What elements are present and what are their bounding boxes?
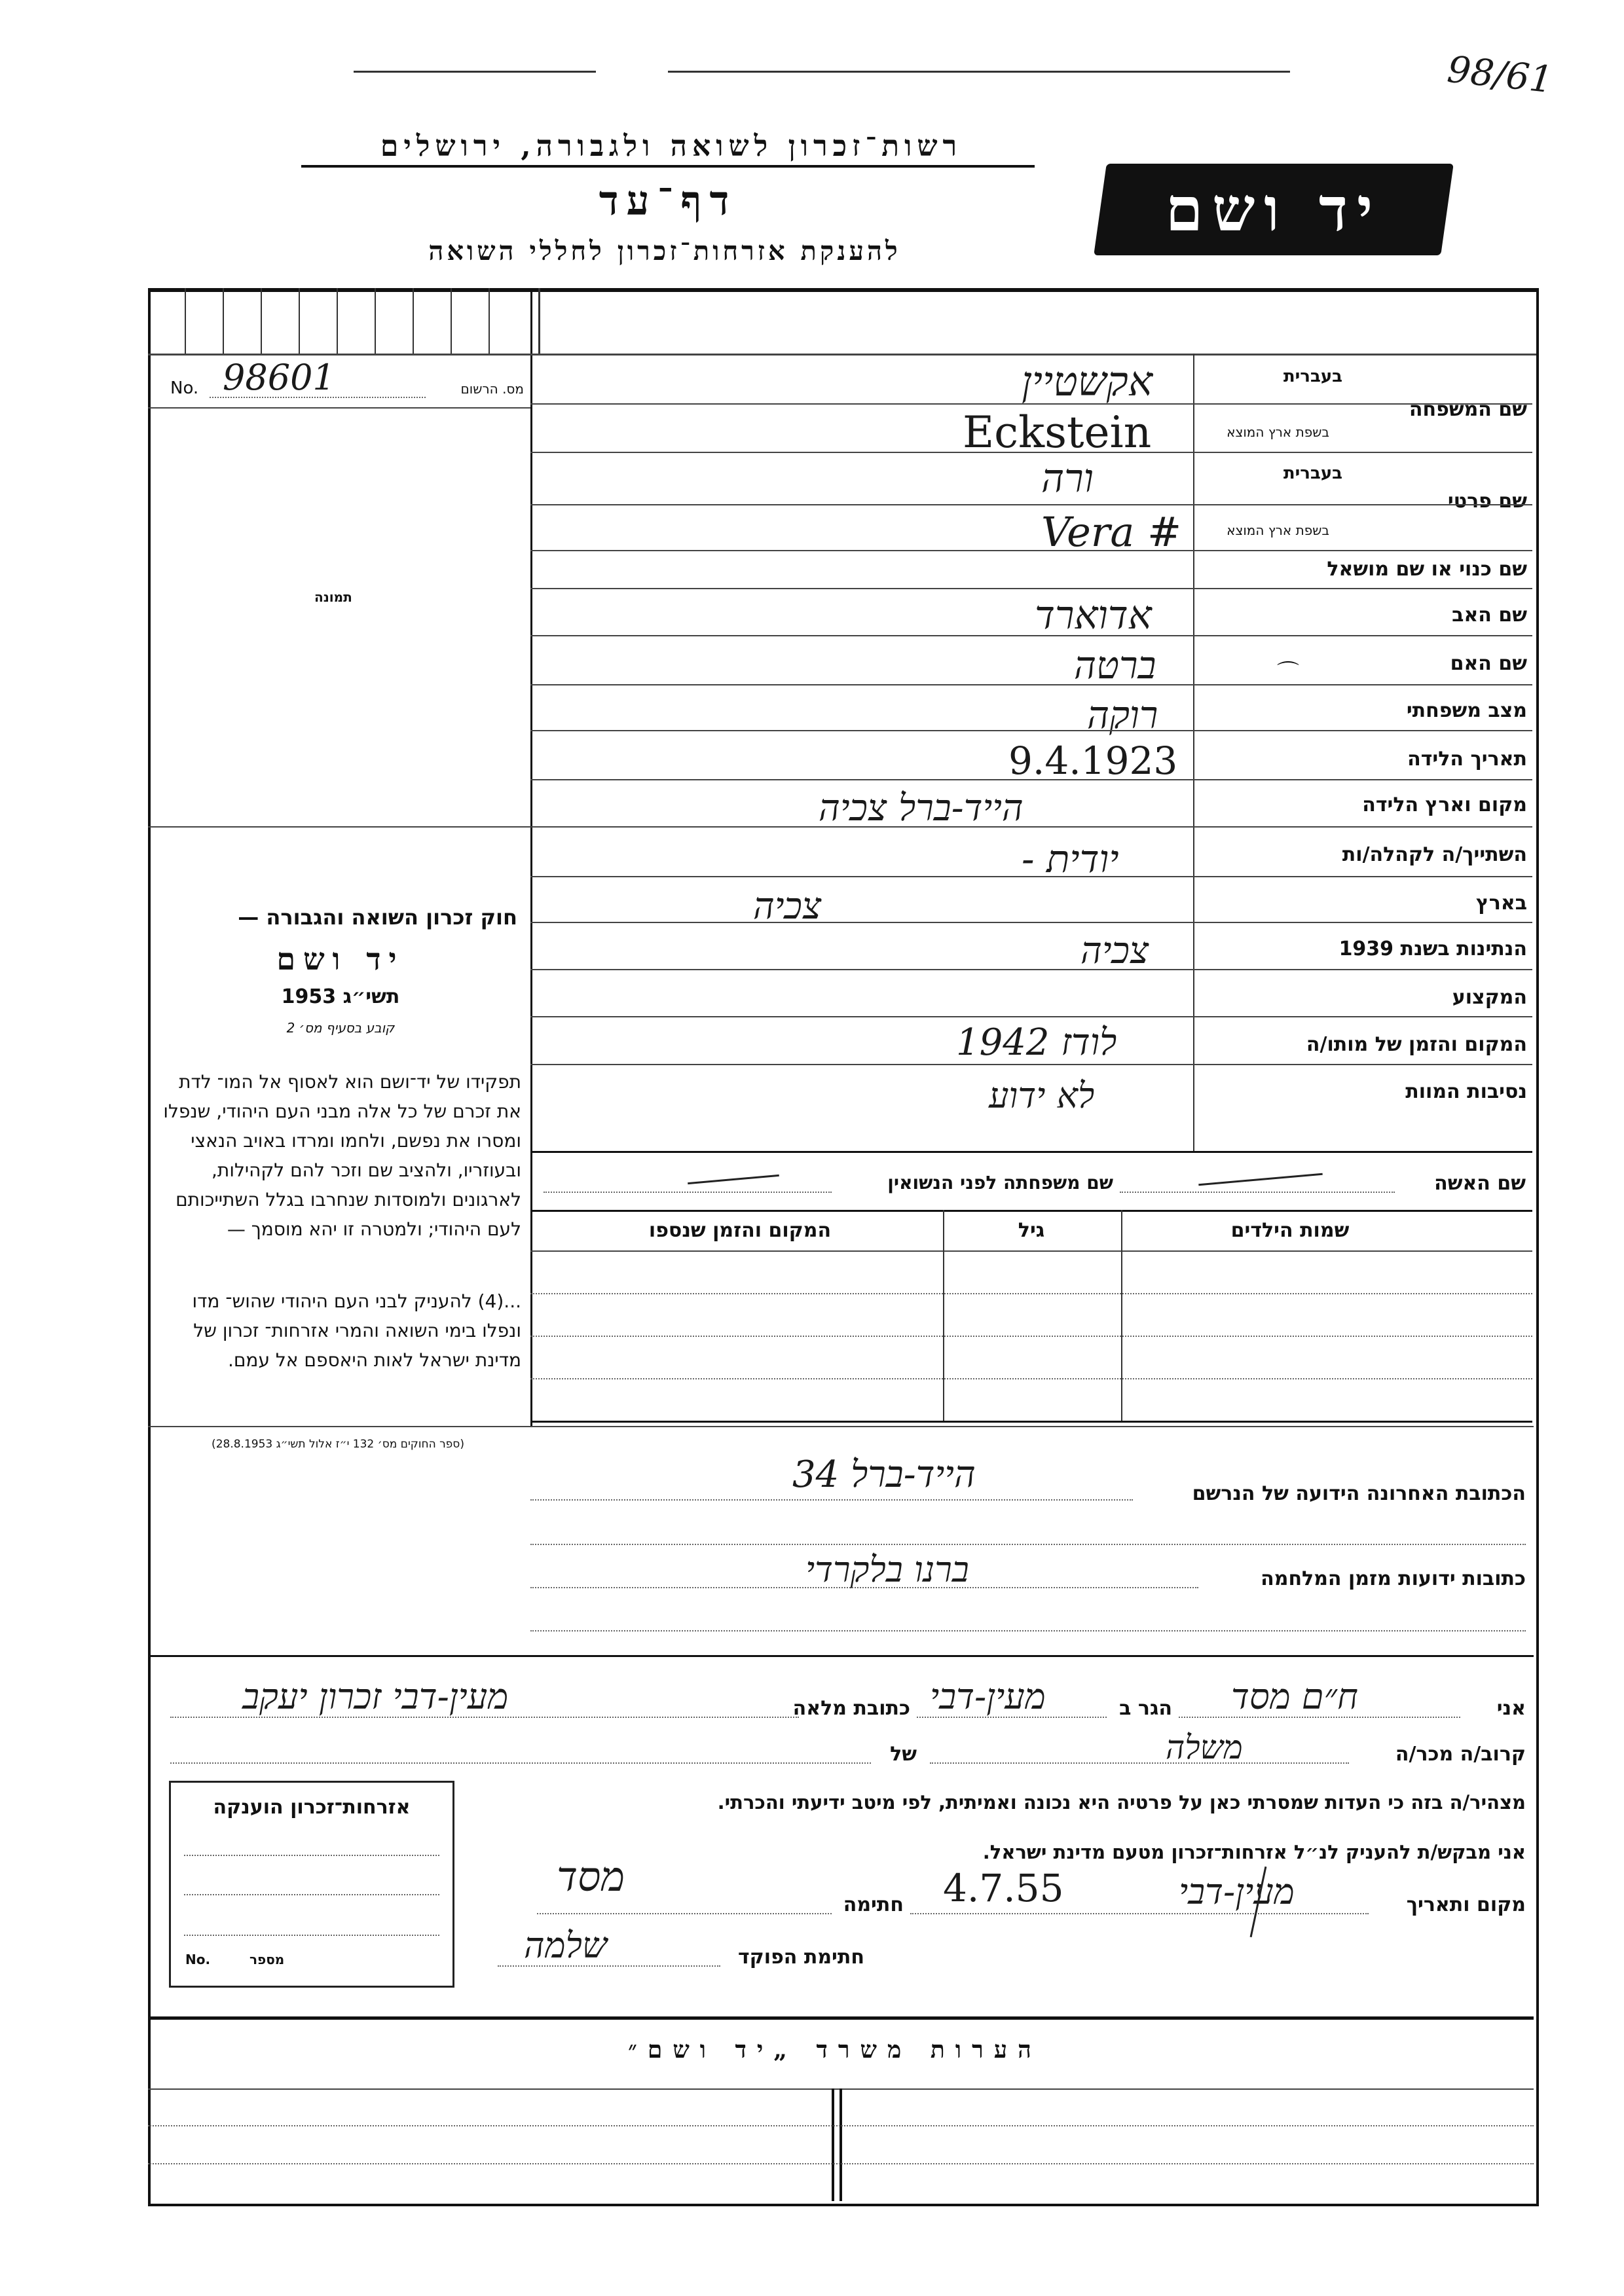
signature-label: חתימה	[843, 1893, 904, 1916]
reg-number[interactable]: 98601	[223, 357, 335, 398]
rule-3	[530, 504, 1532, 505]
first-name-label: שם פרטי	[1447, 490, 1527, 513]
birth-place-label: מקום וארץ הלידה	[1362, 793, 1527, 816]
country-value[interactable]: צכיה	[753, 885, 822, 928]
place-date-label: מקום ותאריך	[1406, 1893, 1526, 1916]
children-row-3	[530, 1378, 1532, 1379]
label-column-divider	[1193, 354, 1194, 1151]
declarant-i-label: אני	[1496, 1697, 1526, 1720]
reg-label: מס. הרשום	[460, 381, 524, 397]
declaration-line-2: אני מבקש/ת להעניק לנ״ל אזרחות־זכרון מטעם מדינת ישראל.	[982, 1841, 1526, 1863]
children-header-age: גיל	[1018, 1219, 1045, 1242]
relative-label: קרוב/ה מכר/ה	[1395, 1743, 1526, 1766]
rule-14	[530, 1016, 1532, 1017]
office-notes-title: הערות משרד „יד ושם״	[628, 2036, 1042, 2064]
last-address-label: הכתובת האחרונה הידועה של הנרשם	[1192, 1482, 1526, 1505]
first-name-hebrew-value[interactable]: ורה	[1041, 456, 1094, 501]
family-name-hebrew-value[interactable]: אקשטיין	[1022, 357, 1153, 405]
signature-line	[537, 1913, 832, 1914]
place-date-line	[910, 1913, 1369, 1914]
children-col-2	[943, 1210, 944, 1421]
tick-9	[489, 288, 490, 354]
family-name-sub-origin: בשפת ארץ המוצא	[1227, 424, 1329, 440]
children-col-1	[1121, 1210, 1122, 1421]
first-name-sub-origin: בשפת ארץ המוצא	[1227, 522, 1329, 538]
spouse-maiden-label: שם משפחתה לפני הנשואין	[887, 1172, 1113, 1194]
law-year: תשי״ג 1953	[281, 985, 400, 1008]
tick-6	[375, 288, 376, 354]
citizenship-1939-value[interactable]: צכיה	[1080, 930, 1149, 972]
rule-8	[530, 730, 1532, 731]
of-label: של	[890, 1743, 917, 1766]
birth-date-label: תאריך הלידה	[1407, 748, 1527, 771]
reg-no-prefix: No.	[170, 378, 199, 398]
rule-17	[530, 1210, 1532, 1212]
family-name-origin-value[interactable]: Eckstein	[963, 407, 1152, 458]
full-address-line	[170, 1717, 799, 1718]
law-section: קובע בסעיף מס׳ 2	[286, 1020, 395, 1036]
declarant-top-rule	[148, 1655, 1534, 1657]
citizenship-box-line-3	[184, 1935, 439, 1936]
authority-underline	[301, 165, 1035, 168]
top-rule-left	[354, 71, 596, 73]
officer-signature-value[interactable]: שלמה	[524, 1925, 608, 1966]
photo-bottom-rule	[148, 826, 530, 828]
law-paragraph-1: תפקידו של יד־ושם הוא לאסוף אל המו־ לדת את זכרם של כל אלה מבני העם היהודי, שנפלו ומסרו את נפשם, ולחמו ומרדו באויב הנאצי ובעוזריו, ולהציב שם וזכר להם לקהילות, לארגונים ולמוסדות שנחרבו בגלל השתייכותם לעם היהודי; ולמטרה זו יהא מוסמך —	[163, 1071, 521, 1240]
nickname-label: שם כנוי או שם מושאל	[1327, 558, 1527, 581]
signature-value[interactable]: מסד	[557, 1853, 625, 1901]
father-label: שם האב	[1452, 604, 1527, 627]
office-notes-divider-2	[840, 2088, 842, 2201]
tick-3	[261, 288, 262, 354]
marital-value[interactable]: רוקה	[1087, 693, 1158, 737]
declarant-resides-value[interactable]: מעין-דבי	[930, 1676, 1046, 1717]
logo-text: יד ושם	[1165, 174, 1382, 245]
law-name: יד ושם	[276, 941, 405, 977]
law-citation: (ספר החוקים מס׳ 132 י״ז אלול תשי״ג 28.8.1953)	[212, 1438, 464, 1451]
rule-10	[530, 826, 1532, 828]
rule-15	[530, 1064, 1532, 1065]
place-value[interactable]: מעין-דבי	[1179, 1871, 1295, 1912]
top-rule-right	[668, 71, 1290, 73]
rule-13	[530, 969, 1532, 970]
column-divider	[530, 288, 532, 1427]
reg-row-rule	[148, 407, 530, 409]
full-address-label: כתובת מלאה	[792, 1697, 910, 1720]
addresses-top-rule	[148, 1426, 1534, 1427]
citizenship-1939-label: הנתינות בשנת 1939	[1338, 938, 1527, 960]
header-row-rule	[148, 354, 1536, 355]
date-value[interactable]: 4.7.55	[943, 1866, 1064, 1910]
mother-label: שם האם	[1450, 652, 1527, 675]
stamp-number: 98/61	[1445, 48, 1555, 102]
of-line	[170, 1762, 871, 1764]
death-place-time-label: המקום והזמן של מותו/ה	[1306, 1033, 1527, 1056]
declarant-resides-label: הגר ב	[1119, 1697, 1172, 1720]
children-header-place: המקום והזמן שנספו	[648, 1219, 832, 1242]
wartime-address-label: כתובות ידועות מזמן המלחמה	[1261, 1567, 1526, 1590]
children-header-rule	[530, 1250, 1532, 1252]
rule-5	[530, 588, 1532, 589]
tick-7	[413, 288, 414, 354]
yad-vashem-logo	[1094, 164, 1454, 255]
rule-6	[530, 635, 1532, 636]
full-address-value[interactable]: מעין-דבי זכרון יעקב	[242, 1676, 509, 1717]
form-subtitle: להענקת אזרחות־זכרון לחללי השואה	[428, 236, 901, 266]
citizenship-box-line-2	[184, 1894, 439, 1895]
children-row-1	[530, 1293, 1532, 1294]
citizenship-box-line-1	[184, 1855, 439, 1856]
wartime-address-line-2	[530, 1630, 1526, 1631]
tick-1	[185, 288, 186, 354]
spouse-line	[1120, 1192, 1395, 1193]
declarant-name-line	[1179, 1717, 1460, 1718]
law-title: חוק זכרון השואה והגבורה —	[238, 905, 517, 930]
officer-signature-line	[498, 1965, 720, 1967]
rule-2	[530, 452, 1532, 453]
sub-divider	[538, 288, 540, 354]
rule-11	[530, 876, 1532, 877]
children-row-2	[530, 1336, 1532, 1337]
father-value[interactable]: אדוארד	[1035, 592, 1152, 638]
authority-title: רשות־זכרון לשואה ולגבורה, ירושלים	[380, 130, 963, 163]
rule-16	[530, 1151, 1532, 1153]
wartime-address-value[interactable]: ברנו בלקרדי	[805, 1549, 969, 1590]
community-value[interactable]: יודית -	[1022, 837, 1119, 881]
first-name-origin-value[interactable]: Vera #	[1041, 508, 1182, 556]
children-bottom-rule	[530, 1421, 1532, 1423]
citizenship-box-no: No.	[185, 1952, 211, 1967]
children-header-names: שמות הילדים	[1230, 1219, 1350, 1242]
rule-1	[530, 403, 1532, 405]
rule-12	[530, 922, 1532, 923]
officer-signature-label: חתימת הפוקד	[738, 1946, 864, 1969]
family-name-sub-hebrew: בעברית	[1283, 367, 1342, 386]
rule-4	[530, 550, 1532, 551]
last-address-line	[530, 1499, 1133, 1501]
tick-4	[299, 288, 300, 354]
death-circumstances-value[interactable]: לא ידוע	[989, 1075, 1095, 1116]
death-circumstances-label: נסיבות המוות	[1405, 1080, 1527, 1103]
last-address-value[interactable]: הייד-ברל 34	[792, 1453, 976, 1496]
wartime-address-line	[530, 1587, 1198, 1588]
office-notes-row-1	[148, 2125, 1534, 2126]
office-notes-top-rule	[148, 2016, 1534, 2020]
marital-label: מצב משפחתי	[1406, 699, 1527, 722]
relative-value[interactable]: משלה	[1166, 1728, 1243, 1766]
relative-line	[930, 1762, 1349, 1764]
law-paragraph-2: ...(4) להעניק לבני העם היהודי שהוש־ מדו ונפלו בימי השואה והמרי אזרחות־ זכרון של מדינת ישראל לאות היאספם אל עמם.	[192, 1290, 521, 1371]
form-title: דף־עד	[599, 177, 737, 225]
tick-8	[451, 288, 452, 354]
rule-9	[530, 779, 1532, 780]
mother-mark: ⌒	[1277, 660, 1299, 686]
tick-5	[337, 288, 338, 354]
birth-place-value[interactable]: הייד-ברל צכיה	[819, 787, 1024, 829]
office-notes-divider-1	[832, 2088, 834, 2201]
citizenship-box-number-label: מספר	[249, 1952, 285, 1967]
first-name-sub-hebrew: בעברית	[1283, 464, 1342, 483]
spouse-maiden-line	[544, 1192, 832, 1193]
community-label: השתייך/ה לקהלה/ות	[1342, 843, 1527, 866]
spouse-label: שם האשה	[1434, 1172, 1526, 1195]
photo-label: תמונה	[314, 589, 352, 605]
tick-2	[223, 288, 224, 354]
mother-value[interactable]: ברטה	[1074, 643, 1156, 687]
citizenship-granted-box	[169, 1781, 454, 1988]
profession-label: המקצוע	[1452, 986, 1527, 1009]
declarant-name-value[interactable]: ח״ם מסד	[1231, 1676, 1358, 1717]
last-address-line-2	[530, 1544, 1526, 1545]
birth-date-value[interactable]: 9.4.1923	[1008, 738, 1178, 783]
family-name-label: שם המשפחה	[1409, 398, 1527, 421]
death-place-time-value[interactable]: לודז 1942	[956, 1021, 1117, 1064]
office-notes-row-2	[148, 2163, 1534, 2164]
rule-7	[530, 684, 1532, 685]
reg-number-line	[210, 397, 426, 398]
country-label: בארץ	[1475, 892, 1527, 915]
declarant-resides-line	[917, 1717, 1107, 1718]
declaration-line-1: מצהיר/ה בזה כי העדות שמסרתי כאן על פרטיה היא נכונה ואמיתית, לפי מיטב ידיעתי והכרתי.	[717, 1791, 1526, 1813]
citizenship-box-title: אזרחות־זכרון הוענקה	[213, 1796, 411, 1819]
